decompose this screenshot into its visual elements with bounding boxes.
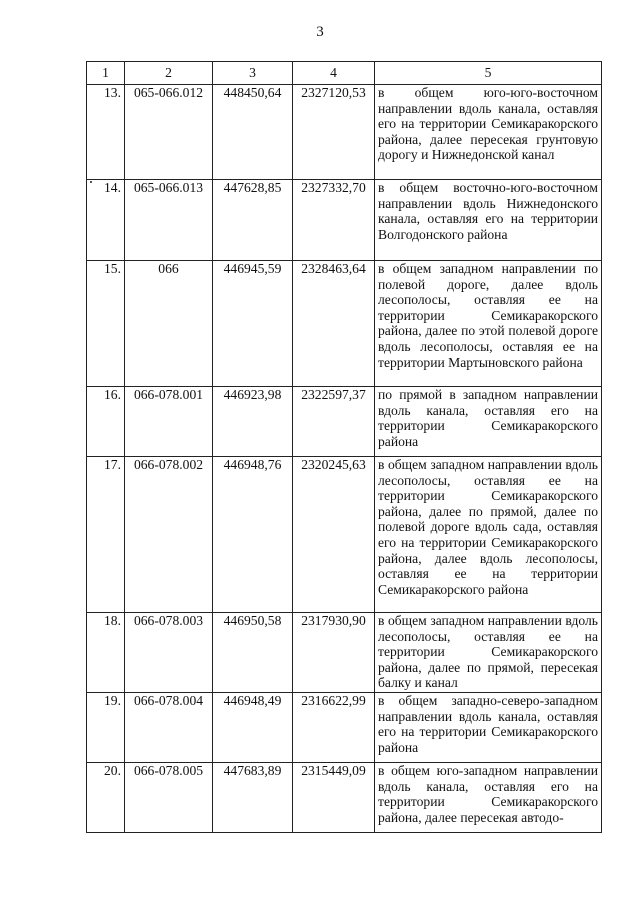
coordinate-x: 446923,98	[213, 387, 293, 457]
table-row	[87, 763, 602, 833]
coordinate-y: 2316622,99	[293, 693, 375, 763]
boundary-description: в общем восточно-юго-восточном направлении вдоль Нижнедонского канала, оставляя его на территории Волгодонского района	[375, 180, 602, 261]
boundary-description: в общем юго-западном направлении вдоль канала, оставляя его на территории Семикаракорского района, далее пересекая автодо-	[375, 763, 602, 833]
point-code: 066-078.002	[125, 457, 213, 613]
coordinate-x: 447628,85	[213, 180, 293, 261]
column-header: 3	[213, 62, 293, 85]
coordinate-x: 446945,59	[213, 261, 293, 387]
coordinate-y: 2315449,09	[293, 763, 375, 833]
table-row	[87, 180, 602, 261]
point-code: 065-066.013	[125, 180, 213, 261]
row-number: 15.	[87, 261, 125, 387]
boundary-description: в общем западном направлении вдоль лесополосы, оставляя ее на территории Семикаракорского района, далее по прямой, далее по полевой дороге вдоль сада, оставляя его на территории Семикаракорского района, далее вдоль лесополосы, оставляя ее на территории Семикаракорского района	[375, 457, 602, 613]
coordinate-x: 446950,58	[213, 613, 293, 693]
boundary-description-table	[86, 61, 602, 833]
row-number: 19.	[87, 693, 125, 763]
boundary-description: в общем юго-юго-восточном направлении вдоль канала, оставляя его на территории Семикаракорского района, далее пересекая грунтовую дорогу и Нижнедонской канал	[375, 85, 602, 180]
table-row	[87, 387, 602, 457]
coordinate-y: 2322597,37	[293, 387, 375, 457]
point-code: 066-078.004	[125, 693, 213, 763]
table-row	[87, 261, 602, 387]
boundary-description: в общем западном направлении по полевой дороге, далее вдоль лесополосы, оставляя ее на территории Семикаракорского района, далее по этой полевой дороге вдоль лесополосы, оставляя ее на территории Мартыновского района	[375, 261, 602, 387]
row-number: 16.	[87, 387, 125, 457]
row-number: 17.	[87, 457, 125, 613]
table-row	[87, 457, 602, 613]
coordinate-x: 447683,89	[213, 763, 293, 833]
column-header: 1	[87, 62, 125, 85]
row-number: 13.	[87, 85, 125, 180]
table-row	[87, 85, 602, 180]
point-code: 066-078.003	[125, 613, 213, 693]
point-code: 066-078.005	[125, 763, 213, 833]
page-number: 3	[316, 24, 324, 40]
coordinate-x: 448450,64	[213, 85, 293, 180]
column-header: 2	[125, 62, 213, 85]
row-number: 20.	[87, 763, 125, 833]
column-header: 4	[293, 62, 375, 85]
point-code: 066	[125, 261, 213, 387]
boundary-description: в общем западном направлении вдоль лесополосы, оставляя ее на территории Семикаракорского района, далее по прямой, пересекая балку и канал	[375, 613, 602, 693]
coordinate-x: 446948,49	[213, 693, 293, 763]
table-row	[87, 613, 602, 693]
row-number: 14.	[87, 180, 125, 261]
coordinate-x: 446948,76	[213, 457, 293, 613]
table-row	[87, 693, 602, 763]
point-code: 066-078.001	[125, 387, 213, 457]
table-header-row	[87, 62, 602, 85]
column-header: 5	[375, 62, 602, 85]
boundary-description: в общем западно-северо-западном направлении вдоль канала, оставляя его на территории Семикаракорского района	[375, 693, 602, 763]
boundary-description: по прямой в западном направлении вдоль канала, оставляя его на территории Семикаракорского района	[375, 387, 602, 457]
coordinate-y: 2327120,53	[293, 85, 375, 180]
coordinate-y: 2327332,70	[293, 180, 375, 261]
row-number: 18.	[87, 613, 125, 693]
coordinate-y: 2328463,64	[293, 261, 375, 387]
coordinate-y: 2317930,90	[293, 613, 375, 693]
point-code: 065-066.012	[125, 85, 213, 180]
coordinate-y: 2320245,63	[293, 457, 375, 613]
